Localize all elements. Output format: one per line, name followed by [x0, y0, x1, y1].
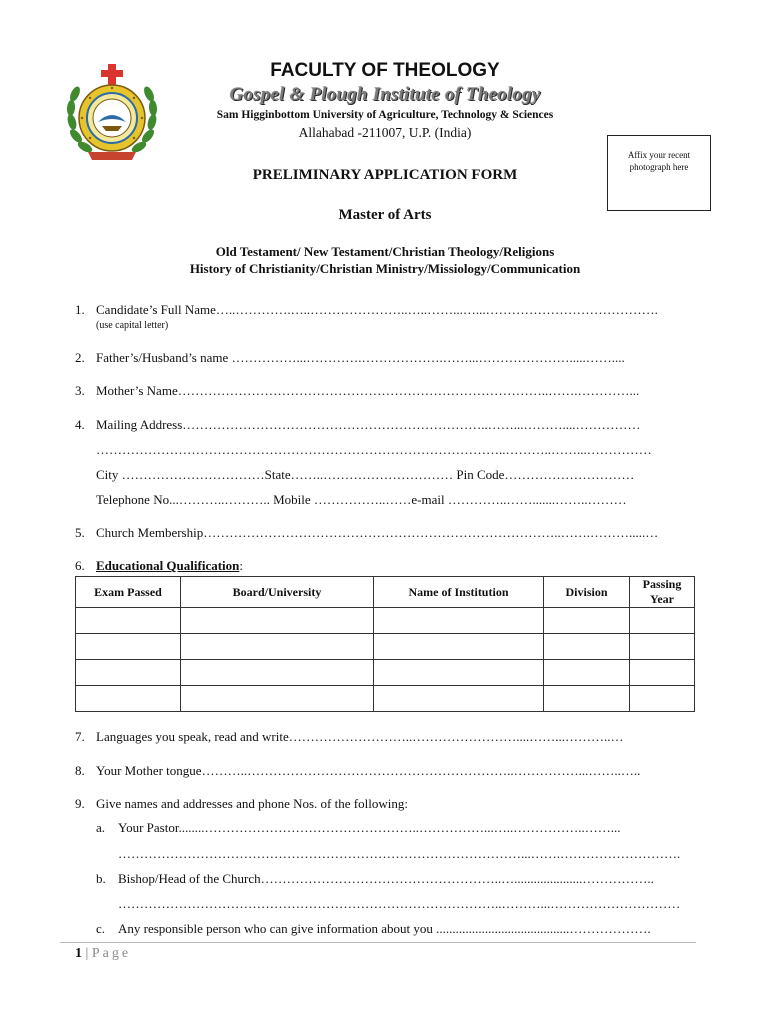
footer-divider	[60, 942, 696, 943]
reference-label-b: b.	[96, 871, 106, 886]
city-state-pin-field[interactable]: City ……………………………State……..………………………… Pin Code…………………………	[96, 467, 635, 482]
educational-qualification-colon: :	[239, 558, 244, 573]
table-cell[interactable]	[181, 686, 374, 712]
field-number-4: 4.	[75, 417, 85, 432]
education-table	[75, 576, 695, 712]
faculty-title: FACULTY OF THEOLOGY	[270, 60, 500, 81]
telephone-mobile-email-field[interactable]: Telephone No...………..……….. Mobile ……………..……e-mail …………..…….......……..………	[96, 492, 627, 507]
table-header-row	[76, 577, 695, 608]
subjects-line2: History of Christianity/Christian Ministry/Missiology/Communication	[189, 261, 581, 276]
col-header-exam-passed: Exam Passed	[76, 577, 181, 608]
educational-qualification-label: Educational Qualification	[96, 558, 240, 573]
reference-label-a: a.	[96, 820, 106, 835]
photo-box[interactable]	[607, 135, 711, 211]
table-cell[interactable]	[76, 660, 181, 686]
mailing-address-line2[interactable]: …………………………………………………………………………………..………..……...……………	[96, 442, 652, 457]
educational-qualification-heading	[96, 558, 243, 574]
subjects-line1: Old Testament/ New Testament/Christian Theology/Religions	[215, 244, 555, 259]
references-heading: Give names and addresses and phone Nos. of the following:	[96, 796, 408, 811]
field-number-6: 6.	[75, 558, 85, 573]
table-cell[interactable]	[181, 634, 374, 660]
page-number: 1	[75, 946, 82, 961]
passing-year-label: Passing Year	[642, 577, 682, 606]
table-cell[interactable]	[374, 660, 544, 686]
field-number-7: 7.	[75, 729, 85, 744]
table-cell[interactable]	[76, 686, 181, 712]
reference-label-c: c.	[96, 921, 106, 936]
table-cell[interactable]	[374, 634, 544, 660]
degree-title: Master of Arts	[338, 207, 432, 223]
footer-separator: |	[85, 946, 89, 961]
bishop-field-line2[interactable]: ……………………………………………………………………………..………...…………………………	[118, 896, 681, 911]
table-cell[interactable]	[630, 686, 695, 712]
table-cell[interactable]	[374, 608, 544, 634]
father-husband-name-field[interactable]: Father’s/Husband’s name ……………...………….……………….……...………………….....……....	[96, 350, 625, 365]
table-cell[interactable]	[544, 686, 630, 712]
table-row	[76, 634, 695, 660]
table-cell[interactable]	[76, 634, 181, 660]
field-number-8: 8.	[75, 763, 85, 778]
table-cell[interactable]	[544, 634, 630, 660]
subjects-list	[60, 243, 710, 277]
candidate-name-field[interactable]: Candidate’s Full Name…..………….…..…………………..…..……...…...………………………………….	[96, 302, 658, 317]
photo-instruction-line2: photograph here	[629, 162, 689, 172]
field-number-1: 1.	[75, 302, 85, 317]
church-membership-field[interactable]: Church Membership………………………………………………………………………..…….……….....…	[96, 525, 659, 540]
institute-name: Gospel & Plough Institute of Theology	[229, 84, 541, 105]
field-number-9: 9.	[75, 796, 85, 811]
field-number-3: 3.	[75, 383, 85, 398]
table-cell[interactable]	[630, 608, 695, 634]
mother-name-field[interactable]: Mother’s Name…………………………………………………………………………..…….…………...	[96, 383, 640, 398]
responsible-person-field[interactable]: Any responsible person who can give information about you .........................................……………….	[118, 921, 651, 936]
col-header-board-university: Board/University	[181, 577, 374, 608]
languages-field[interactable]: Languages you speak, read and write………………………..……………………....……...………..…	[96, 729, 624, 744]
mother-tongue-field[interactable]: Your Mother tongue………..……………………………………………………..……………...……..…..	[96, 763, 641, 778]
col-header-division: Division	[544, 577, 630, 608]
table-cell[interactable]	[374, 686, 544, 712]
photo-instruction-line1: Affix your recent	[627, 150, 691, 160]
form-title: PRELIMINARY APPLICATION FORM	[252, 167, 518, 183]
field-number-5: 5.	[75, 525, 85, 540]
university-name: Sam Higginbottom University of Agriculture, Technology & Sciences	[216, 109, 554, 121]
table-cell[interactable]	[181, 660, 374, 686]
pastor-field-line2[interactable]: …………………………………………………………………………………...…….……………………….	[118, 846, 681, 861]
table-cell[interactable]	[181, 608, 374, 634]
candidate-name-hint: (use capital letter)	[96, 320, 169, 331]
mailing-address-field[interactable]: Mailing Address……………………………………………………………..……...………....……………	[96, 417, 641, 432]
table-cell[interactable]	[630, 634, 695, 660]
table-row	[76, 608, 695, 634]
col-header-institution: Name of Institution	[374, 577, 544, 608]
table-cell[interactable]	[544, 660, 630, 686]
page-label: Page	[91, 946, 132, 961]
institute-address: Allahabad -211007, U.P. (India)	[298, 125, 472, 140]
table-row	[76, 660, 695, 686]
col-header-passing-year	[630, 577, 695, 608]
table-cell[interactable]	[544, 608, 630, 634]
pastor-field[interactable]: Your Pastor........…………………………………………..……………...…..……………..……...	[118, 820, 621, 835]
field-number-2: 2.	[75, 350, 85, 365]
table-cell[interactable]	[630, 660, 695, 686]
bishop-field[interactable]: Bishop/Head of the Church………………………………………………..….....................……………..	[118, 871, 654, 886]
table-cell[interactable]	[76, 608, 181, 634]
page-footer	[75, 946, 131, 962]
seal-logo-icon	[62, 62, 162, 166]
photo-instruction	[608, 149, 710, 173]
table-row	[76, 686, 695, 712]
